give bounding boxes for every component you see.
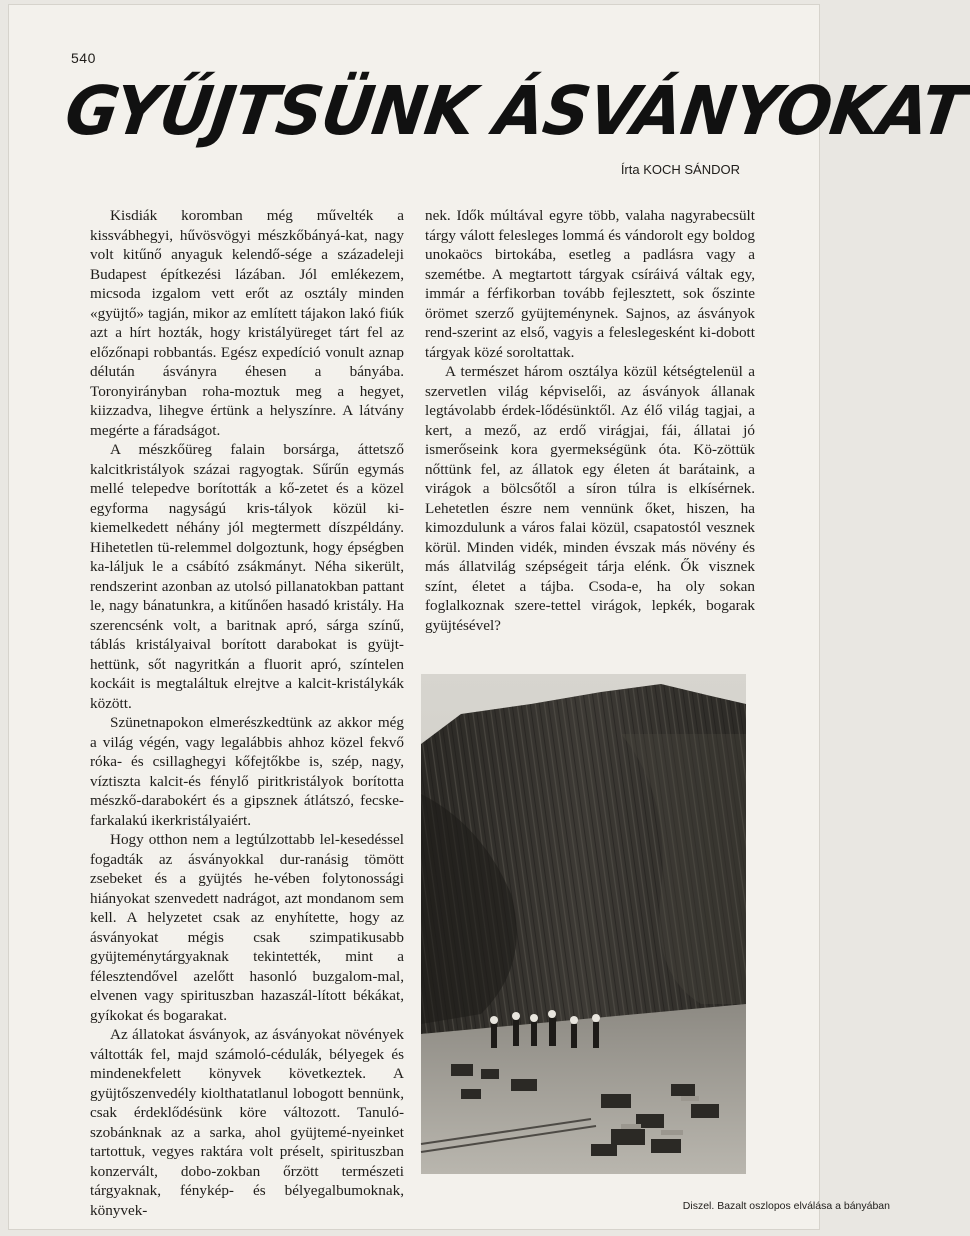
paragraph: Szünetnapokon elmerészkedtünk az akkor még a világ végén, vagy legalábbis ahhoz közel fekvő róka- és csillaghegyi kőfejtőkbe is, szép, nagy, víztiszta kalcit-és fénylő piritkristályok borította mészkő-darabokért és a gipsznek átlátszó, fecske-farkalakú ikerkristályaiért. [90,714,404,829]
article-title: GYŰJTSÜNK ÁSVÁNYOKAT [60,73,970,151]
paragraph: Az állatokat ásványok, az ásványokat növények váltották fel, majd számoló-cédulák, bélyegek és mindenekfelett könyvek következtek. A gyüjtőszenvedély kiolthatatlanul lobogott bennünk, csak érdeklődésünk köre változott. Tanuló-szobánknak az a sarka, ahol gyüjtemé-nyeinket tartottuk, vegyes raktára volt préselt, spirituszban konzervált, dobo-zokban őrzött természeti tárgyaknak, fénykép- és bélyegalbumoknak, könyvek- [90,1026,404,1219]
byline: Írta KOCH SÁNDOR [620,162,740,177]
paragraph: A mészkőüreg falain borsárga, áttetsző kalcitkristályok százai ragyogtak. Sűrűn egymás mellé telepedve borították a kő-zetet és a közel egyforma nagyságú kris-tályok közül ki-kiemelkedett néhány jól megtermett díszpéldány. Hihetetlen tü-relemmel dolgoztunk, hogy épségben ka-láljuk le a csábító zsákmányt. Néha sikerült, rendszerint azonban az utolsó pillanatokban pattant le, nagy bánatunkra, a kitűnően hasadó kristály. Ha szerencsénk volt, a baritnak apró, sárga színű, táblás kristályaival borított darabokat is gyüjt-hettünk, sőt nagyritkán a fluorit apró, színtelen kockáit is megtaláltuk elrejtve a kalcit-kristálykák között. [90,441,404,712]
paragraph: A természet három osztálya közül kétségtelenül a szervetlen világ képviselői, az ásványok állanak legtávolabb érdek-lődésünktől. Az élő világ tagjai, a kert, a mező, az erdő virágjai, fái, állatai jó ismerőseink kora gyermekségünk óta. Kö-zöttük nőttünk fel, az állatok egy életen át barátaink, a virágok a bölcsőtől a síron túlra is elkísérnek. Lehetetlen észre nem vennünk őket, hiszen, ha kimozdulunk a város falai közül, csapatostól vesznek körül. Minden vidék, minden évszak más növény és más állatvilág szépségeit tárja elénk. Ők visznek színt, életet a tájba. Csoda-e, ha oly sokan foglalkoznak szere-tettel virágok, lepkék, bogarak gyüjtésével? [425,363,755,634]
right-column [425,206,755,635]
paragraph: nek. Idők múltával egyre több, valaha nagyrabecsült tárgy válott felesleges lommá és vándorolt egy boldog unokaöcs birtokába, esetleg a padlásra vagy a szemétbe. A megtartott tárgyak csíráivá váltak egy, immár a férfikorban tovább fejlesztett, sok őszinte örömet szerző gyüjteménynek. Sajnos, az ásványok rend-szerint az első, vagyis a feleslegesként ki-dobott tárgyak közé soroltattak. [425,207,755,361]
basalt-quarry-photo [421,674,746,1174]
page-number: 540 [71,50,96,66]
paragraph: Kisdiák koromban még művelték a kissvábhegyi, hűvösvögyi mészkőbányá-kat, nagy volt kitűnő anyaguk kelendő-sége a századeleji Budapest építkezési lázában. Jól emlékezem, micsoda izgalom vett erőt az osztály minden «gyüjtő» tagján, mikor az említett tájakon lakó fiúk azt a hírt hozták, hogy kristályüreget tárt fel az előzőnapi robbantás. Egész expedíció vonult aznap délután ásványra éhesen a bányába. Toronyirányban roha-moztuk meg a hegyet, kiizzadva, lihegve értünk a helyszínre. A látvány megérte a fáradságot. [90,207,404,439]
photo-caption: Diszel. Bazalt oszlopos elválása a bányában [682,1200,890,1212]
left-column [90,206,404,1220]
paragraph: Hogy otthon nem a legtúlzottabb lel-kesedéssel fogadták az ásványokkal dur-ranásig tömött zsebeket és a gyüjtés he-vében folytonossági hiányokat szenvedett nadrágot, azt mondanom sem kell. A helyzetet csak az enyhítette, hogy az ásványokat mégis csak szimpatikusabb gyüjteménytárgyaknak tekintették, mint a félesztendővel azelőtt hasonló buzgalom-mal, elvenen vagy spirituszban hazaszál-lított békákat, gyíkokat és bogarakat. [90,831,404,1024]
